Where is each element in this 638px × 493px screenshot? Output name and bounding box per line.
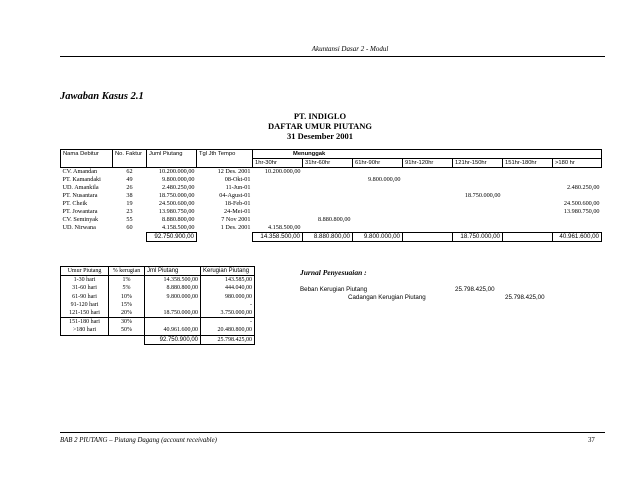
journal-title: Jurnal Penyesuaian : <box>300 268 367 277</box>
bucket-value <box>303 192 353 200</box>
debtor-name: PT. Jowantara <box>62 208 98 215</box>
invoice-number: 60 <box>126 224 133 232</box>
table-row <box>61 224 602 233</box>
bucket-value <box>353 224 403 233</box>
loss-cell: 15% <box>109 301 145 309</box>
bucket-header: 61hr-90hr <box>353 159 403 168</box>
bucket-value <box>503 184 553 192</box>
due-date: 1 Des. 2001 <box>220 224 251 232</box>
invoice-number: 23 <box>126 208 133 215</box>
table-row <box>61 200 602 208</box>
bucket-value <box>353 184 403 192</box>
total-spacer <box>113 233 147 242</box>
bucket-value <box>503 216 553 224</box>
bucket-header: >180 hr <box>553 159 602 168</box>
bucket-value <box>303 200 353 208</box>
aging-table <box>60 149 602 242</box>
debtor-name: CV. Seminyak <box>62 216 99 223</box>
loss-cell: 5% <box>109 284 145 292</box>
footer-chapter: BAB 2 PIUTANG – Piutang Dagang (account receivable) <box>60 437 217 444</box>
bucket-value <box>353 168 403 177</box>
loss-col-header: Jml Piutang <box>145 267 201 276</box>
total-spacer <box>61 335 109 344</box>
bucket-value <box>253 216 303 224</box>
loss-cell: 50% <box>109 326 145 335</box>
bucket-value <box>453 200 503 208</box>
bucket-value <box>403 176 453 184</box>
table-row <box>61 326 255 335</box>
loss-cell: 444.040,00 <box>201 284 255 292</box>
bucket-value: 8.880.800,00 <box>318 216 351 223</box>
invoice-number: 49 <box>126 176 133 183</box>
loss-total-amount: 92.750.900,00 <box>145 335 201 344</box>
table-row <box>61 301 255 309</box>
bucket-value <box>503 224 553 233</box>
loss-cell: 18.750.000,00 <box>145 309 201 318</box>
journal-debit-account: Beban Kerugian Piutang <box>300 286 368 293</box>
loss-col-header: Umur Piutang <box>61 267 109 276</box>
receivable-amount: 4.158.500,00 <box>162 224 195 231</box>
col-name-header: Nama Debitur <box>61 150 113 168</box>
bucket-value <box>503 168 553 177</box>
loss-cell: 8.880.800,00 <box>145 284 201 292</box>
table-row <box>61 284 255 292</box>
receivable-amount: 24.500.600,00 <box>158 200 195 207</box>
bucket-value <box>253 208 303 216</box>
due-date: 11-Jun-01 <box>225 184 251 191</box>
table-row <box>61 168 602 177</box>
bucket-value <box>403 192 453 200</box>
col-amount-header: Juml Piutang <box>147 150 197 168</box>
bucket-header: 91hr-120hr <box>403 159 453 168</box>
bucket-value <box>403 184 453 192</box>
bucket-value: 9.800.000,00 <box>368 176 401 183</box>
aging-header-row <box>61 150 602 159</box>
loss-cell: 40.961.600,00 <box>145 326 201 335</box>
bucket-header: 31hr-60hr <box>303 159 353 168</box>
col-overdue-header: Menunggak <box>253 150 602 159</box>
table-row <box>61 216 602 224</box>
bucket-value <box>453 168 503 177</box>
report-date: 31 Desember 2001 <box>287 131 353 141</box>
bucket-value <box>503 200 553 208</box>
loss-cell: 61-90 hari <box>61 293 109 301</box>
bucket-value <box>453 184 503 192</box>
loss-cell: 91-120 hari <box>61 301 109 309</box>
invoice-number: 38 <box>126 192 133 199</box>
loss-cell: 151-180 hari <box>61 318 109 327</box>
due-date: 08-Okt-01 <box>224 176 251 183</box>
receivable-amount: 10.200.000,00 <box>158 168 195 175</box>
debtor-name: PT. Kamandaki <box>62 176 101 183</box>
bucket-value <box>403 200 453 208</box>
bucket-value <box>553 168 602 177</box>
loss-cell: 10% <box>109 293 145 301</box>
loss-cell: 3.750.000,00 <box>201 309 255 318</box>
bucket-value <box>553 216 602 224</box>
bucket-value <box>403 168 453 177</box>
receivable-amount: 2.480.250,00 <box>162 184 195 191</box>
total-spacer <box>61 233 113 242</box>
loss-cell: 31-60 hari <box>61 284 109 292</box>
table-row <box>61 276 255 285</box>
bucket-header: 121hr-150hr <box>453 159 503 168</box>
table-row <box>61 293 255 301</box>
due-date: 12 Des. 2001 <box>217 168 251 175</box>
bucket-value <box>353 192 403 200</box>
bucket-header: 151hr-180hr <box>503 159 553 168</box>
loss-total-loss: 25.798.425,00 <box>201 335 255 344</box>
table-row <box>61 208 602 216</box>
loss-cell: - <box>201 301 255 309</box>
invoice-number: 19 <box>126 200 133 207</box>
bucket-total: 9.800.000,00 <box>353 233 403 242</box>
table-row <box>61 309 255 318</box>
loss-col-header: % kerugian <box>109 267 145 276</box>
table-row <box>61 192 602 200</box>
invoice-number: 26 <box>126 184 133 191</box>
total-amount: 92.750.900,00 <box>147 233 197 242</box>
bucket-total: 40.961.600,00 <box>553 233 602 242</box>
receivable-amount: 18.750.000,00 <box>158 192 195 199</box>
loss-cell: 9.800.000,00 <box>145 293 201 301</box>
invoice-number: 62 <box>126 168 133 175</box>
loss-cell: - <box>201 318 255 327</box>
receivable-amount: 8.880.800,00 <box>162 216 195 223</box>
bucket-value <box>453 208 503 216</box>
bucket-value <box>403 224 453 233</box>
bucket-value: 2.480.250,00 <box>567 184 600 191</box>
due-date: 7 Nov 2001 <box>221 216 251 223</box>
page-number: 37 <box>588 437 595 444</box>
loss-cell: 20.480.800,00 <box>201 326 255 335</box>
loss-cell: 980.000,00 <box>201 293 255 301</box>
bucket-value: 10.200.000,00 <box>264 168 301 175</box>
journal-credit-amount: 25.798.425,00 <box>505 294 545 301</box>
bucket-value <box>253 192 303 200</box>
invoice-number: 55 <box>126 216 133 223</box>
case-title: Jawaban Kasus 2.1 <box>60 91 144 102</box>
footer-rule <box>60 432 605 433</box>
loss-cell: 30% <box>109 318 145 327</box>
aging-total-row <box>61 233 602 242</box>
bucket-value <box>453 216 503 224</box>
col-due-header: Tgl Jth Tempo <box>197 150 253 168</box>
bucket-total: 14.358.500,00 <box>253 233 303 242</box>
total-spacer <box>197 233 253 242</box>
report-title: DAFTAR UMUR PIUTANG <box>267 121 373 131</box>
loss-col-header: Kerugian Piutang <box>201 267 255 276</box>
debtor-name: PT. Cheik <box>62 200 88 207</box>
due-date: 04-Agust-01 <box>219 192 251 199</box>
bucket-value <box>353 208 403 216</box>
loss-total-row <box>61 335 255 344</box>
bucket-value <box>503 176 553 184</box>
bucket-value <box>553 224 602 233</box>
bucket-total: 18.750.000,00 <box>453 233 503 242</box>
debtor-name: UD. Amankila <box>62 184 99 191</box>
loss-header-row <box>61 267 255 276</box>
loss-cell: 121-150 hari <box>61 309 109 318</box>
debtor-name: CV. Amandan <box>62 168 98 175</box>
bucket-total <box>503 233 553 242</box>
bucket-value <box>353 200 403 208</box>
journal-credit-account: Cadangan Kerugian Piutang <box>348 294 426 301</box>
bucket-header: 1hr-30hr <box>253 159 303 168</box>
col-invoice-header: No. Faktur <box>113 150 147 168</box>
journal-debit-amount: 25.798.425,00 <box>455 286 495 293</box>
bucket-value <box>503 192 553 200</box>
bucket-value <box>403 208 453 216</box>
total-spacer <box>109 335 145 344</box>
bucket-value: 24.500.600,00 <box>563 200 600 207</box>
due-date: 24-Mei-01 <box>224 208 251 215</box>
debtor-name: UD. Nirwana <box>62 224 96 232</box>
loss-cell: 1% <box>109 276 145 285</box>
loss-cell: 14.358.500,00 <box>145 276 201 285</box>
loss-cell: 20% <box>109 309 145 318</box>
bucket-value <box>303 184 353 192</box>
loss-cell <box>145 318 201 327</box>
bucket-value <box>253 184 303 192</box>
debtor-name: PT. Nusantara <box>62 192 98 199</box>
receivable-amount: 9.800.000,00 <box>162 176 195 183</box>
bucket-value <box>553 176 602 184</box>
bucket-value: 4.158.500,00 <box>268 224 301 231</box>
table-row <box>61 318 255 327</box>
bucket-value <box>503 208 553 216</box>
loss-cell: 143.585,00 <box>201 276 255 285</box>
loss-cell: >180 hari <box>61 326 109 335</box>
bucket-value <box>253 200 303 208</box>
module-header: Akuntansi Dasar 2 - Modul <box>311 45 389 53</box>
bucket-total: 8.880.800,00 <box>303 233 353 242</box>
bucket-value <box>303 176 353 184</box>
bucket-value <box>553 192 602 200</box>
table-row <box>61 176 602 184</box>
bucket-value: 18.750.000,00 <box>464 192 501 199</box>
loss-cell: 1-30 hari <box>61 276 109 285</box>
bucket-value <box>453 224 503 233</box>
loss-table <box>60 266 255 345</box>
bucket-value <box>303 208 353 216</box>
company-name: PT. INDIGLO <box>293 111 347 121</box>
bucket-value <box>303 168 353 177</box>
bucket-value <box>253 176 303 184</box>
bucket-value: 13.980.750,00 <box>563 208 600 215</box>
bucket-value <box>453 176 503 184</box>
bucket-value <box>403 216 453 224</box>
table-row <box>61 184 602 192</box>
receivable-amount: 13.980.750,00 <box>158 208 195 215</box>
header-rule <box>60 56 605 57</box>
bucket-value <box>303 224 353 233</box>
bucket-total <box>403 233 453 242</box>
bucket-value <box>353 216 403 224</box>
due-date: 18-Feb-01 <box>224 200 251 207</box>
loss-cell <box>145 301 201 309</box>
